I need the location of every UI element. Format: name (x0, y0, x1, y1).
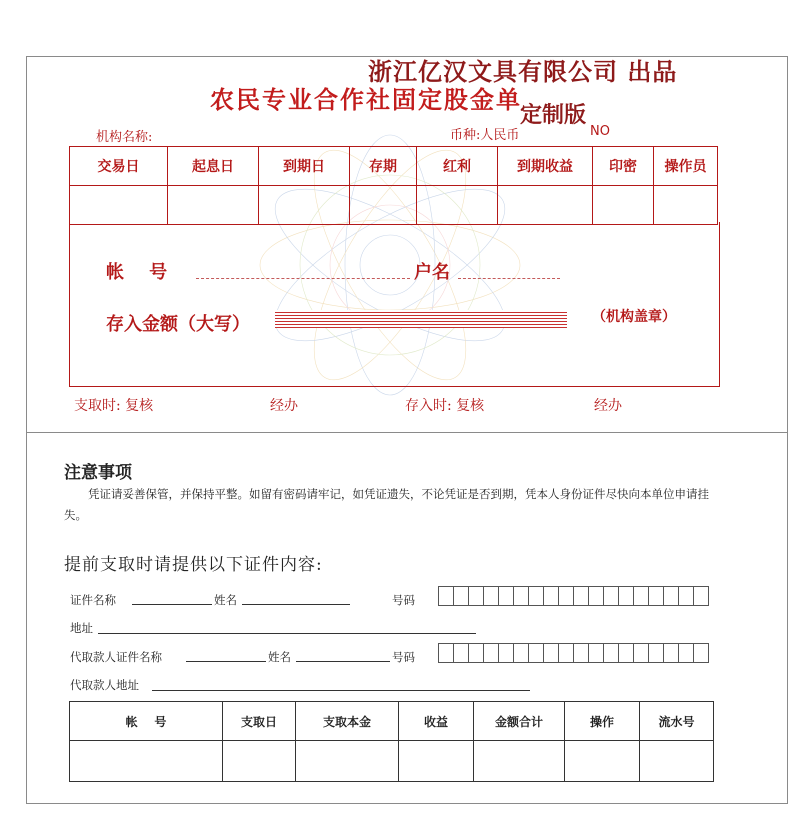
table-row (70, 186, 718, 225)
agent-id-name-label: 代取款人证件名称 (70, 650, 162, 664)
transaction-table (69, 146, 718, 225)
cell-seal-code[interactable] (593, 186, 654, 225)
agent-name-label: 姓名 (268, 650, 291, 664)
amount-security-field[interactable] (275, 310, 567, 328)
account-number-line[interactable] (196, 278, 410, 279)
header-term: 存期 (350, 147, 417, 186)
deposit-review-label: 存入时: 复核 (405, 398, 485, 414)
header-serial-number: 流水号 (640, 702, 714, 741)
deposit-handler-label: 经办 (594, 398, 622, 414)
cell-dividend[interactable] (417, 186, 498, 225)
agent-id-number-label: 号码 (392, 650, 415, 664)
header-withdraw-date: 支取日 (223, 702, 296, 741)
institution-name-label: 机构名称: (96, 130, 153, 145)
currency-label: 币种:人民币 (450, 128, 520, 143)
holder-name-label: 姓名 (214, 593, 237, 607)
agent-id-name-line[interactable] (186, 661, 266, 662)
cell-withdraw-date[interactable] (223, 741, 296, 782)
agent-address-label: 代取款人地址 (70, 678, 139, 692)
header-withdraw-principal: 支取本金 (296, 702, 399, 741)
account-name-line[interactable] (458, 278, 560, 279)
header-seal-code: 印密 (593, 147, 654, 186)
withdraw-review-label: 支取时: 复核 (74, 398, 154, 414)
header-due-date: 到期日 (259, 147, 350, 186)
cell-income[interactable] (399, 741, 474, 782)
agent-id-number-boxes[interactable] (439, 643, 709, 663)
holder-name-line[interactable] (242, 604, 350, 605)
cell-total-amount[interactable] (474, 741, 565, 782)
cell-operation[interactable] (565, 741, 640, 782)
serial-no-label: NO (590, 124, 610, 139)
id-number-label: 号码 (392, 593, 415, 607)
table-row (70, 741, 714, 782)
header-income: 收益 (399, 702, 474, 741)
cell-trade-date[interactable] (70, 186, 168, 225)
address-line[interactable] (98, 633, 476, 634)
institution-seal-label: （机构盖章） (592, 309, 676, 325)
header-dividend: 红利 (417, 147, 498, 186)
brand-maker-text: 浙江亿汉文具有限公司 出品 (368, 57, 678, 86)
account-name-label: 户名 (414, 262, 450, 283)
cell-serial-number[interactable] (640, 741, 714, 782)
header-maturity-yield: 到期收益 (498, 147, 593, 186)
cell-due-date[interactable] (259, 186, 350, 225)
header-operator: 操作员 (654, 147, 718, 186)
header-account-number: 帐 号 (70, 702, 223, 741)
header-trade-date: 交易日 (70, 147, 168, 186)
agent-name-line[interactable] (296, 661, 390, 662)
address-label: 地址 (70, 621, 93, 635)
early-withdraw-title: 提前支取时请提供以下证件内容: (64, 555, 323, 575)
header-value-date: 起息日 (168, 147, 259, 186)
cell-value-date[interactable] (168, 186, 259, 225)
notice-title: 注意事项 (64, 463, 132, 483)
brand-custom-edition: 定制版 (520, 102, 587, 128)
deposit-amount-label: 存入金额（大写） (106, 314, 250, 335)
header-total-amount: 金额合计 (474, 702, 565, 741)
cell-maturity-yield[interactable] (498, 186, 593, 225)
cell-account-number[interactable] (70, 741, 223, 782)
cell-withdraw-principal[interactable] (296, 741, 399, 782)
notice-body: 凭证请妥善保管，并保持平整。如留有密码请牢记，如凭证遗失，不论凭证是否到期，凭本人身份证件尽快向本单位申请挂失。 (64, 487, 709, 522)
id-name-line[interactable] (132, 604, 212, 605)
id-number-boxes[interactable] (439, 586, 709, 606)
cell-operator[interactable] (654, 186, 718, 225)
account-number-label: 帐 号 (106, 262, 168, 283)
header-operation: 操作 (565, 702, 640, 741)
id-name-label: 证件名称 (70, 593, 116, 607)
cell-term[interactable] (350, 186, 417, 225)
perforation-line (26, 432, 788, 433)
agent-address-line[interactable] (152, 690, 530, 691)
withdraw-handler-label: 经办 (270, 398, 298, 414)
withdraw-record-table (69, 701, 714, 782)
account-info-box (69, 222, 720, 387)
voucher-title: 农民专业合作社固定股金单 (210, 85, 522, 114)
